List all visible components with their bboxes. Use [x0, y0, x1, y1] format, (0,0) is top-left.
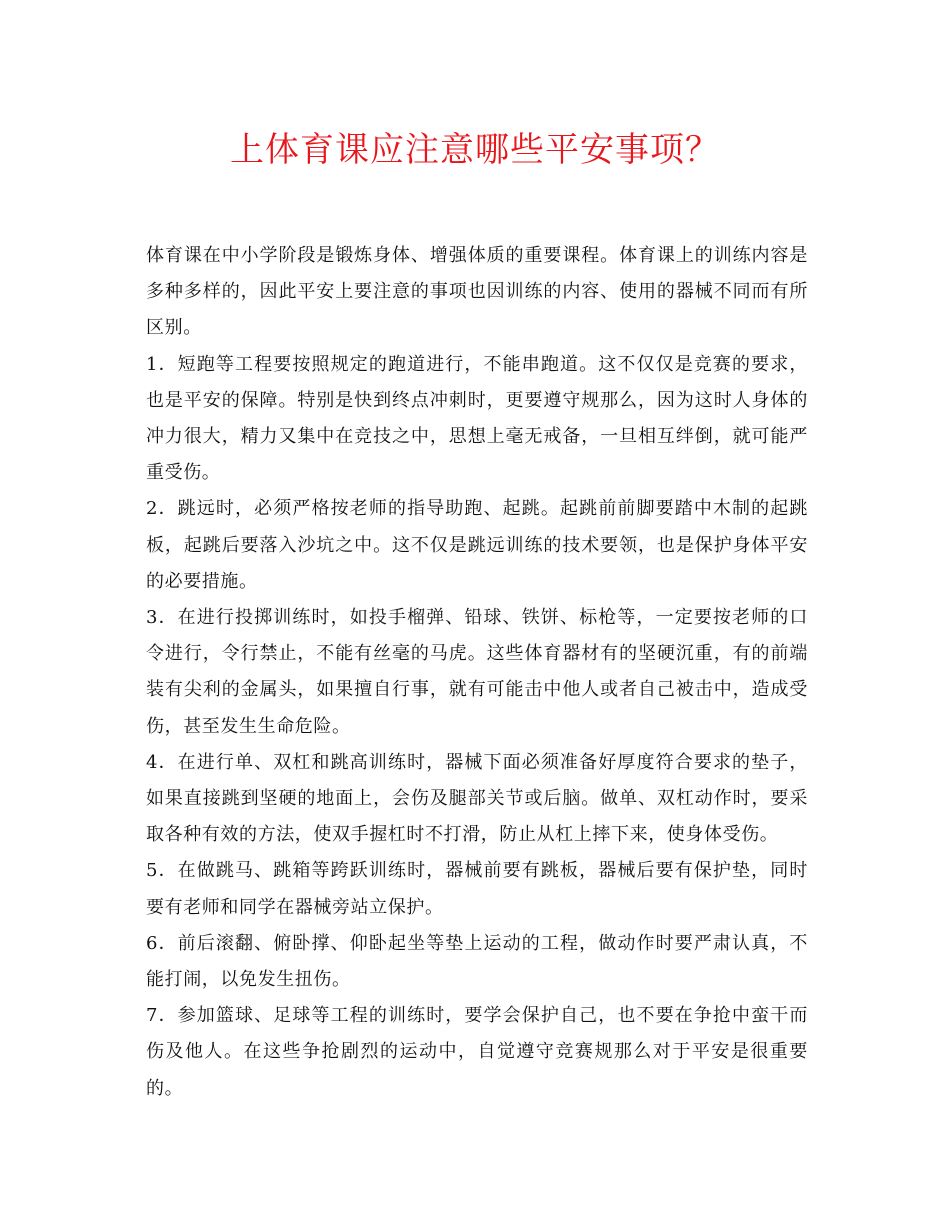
intro-paragraph: 体育课在中小学阶段是锻炼身体、增强体质的重要课程。体育课上的训练内容是多种多样的，因此平安上要注意的事项也因训练的内容、使用的器械不同而有所区别。 — [146, 245, 808, 339]
rule-paragraph-4: 4．在进行单、双杠和跳高训练时，器械下面必须准备好厚度符合要求的垫子，如果直接跳到坚硬的地面上，会伤及腿部关节或后脑。做单、双杠动作时，要采取各种有效的方法，使双手握杠时不打滑，防止从杠上摔下来，使身体受伤。 — [146, 751, 808, 846]
rule-paragraph-7: 7．参加篮球、足球等工程的训练时，要学会保护自己，也不要在争抢中蛮干而伤及他人。在这些争抢剧烈的运动中，自觉遵守竞赛规那么对于平安是很重要的。 — [146, 1005, 808, 1099]
document-title: 上体育课应注意哪些平安事项？ — [230, 130, 720, 170]
rule-paragraph-5: 5．在做跳马、跳箱等跨跃训练时，器械前要有跳板，器械后要有保护垫，同时要有老师和同学在器械旁站立保护。 — [146, 860, 808, 918]
document-body — [146, 238, 808, 1107]
rule-paragraph-3: 3．在进行投掷训练时，如投手榴弹、铅球、铁饼、标枪等，一定要按老师的口令进行，令行禁止，不能有丝毫的马虎。这些体育器材有的坚硬沉重，有的前端装有尖利的金属头，如果擅自行事，就有可能击中他人或者自己被击中，造成受伤，甚至发生生命危险。 — [146, 607, 808, 737]
rule-paragraph-6: 6．前后滚翻、俯卧撑、仰卧起坐等垫上运动的工程，做动作时要严肃认真，不能打闹，以免发生扭伤。 — [146, 932, 808, 991]
rule-paragraph-2: 2．跳远时，必须严格按老师的指导助跑、起跳。起跳前前脚要踏中木制的起跳板，起跳后要落入沙坑之中。这不仅是跳远训练的技术要领，也是保护身体平安的必要措施。 — [146, 498, 808, 592]
rule-paragraph-1: 1．短跑等工程要按照规定的跑道进行，不能串跑道。这不仅仅是竞赛的要求，也是平安的保障。特别是快到终点冲刺时，更要遵守规那么，因为这时人身体的冲力很大，精力又集中在竞技之中，思想上毫无戒备，一旦相互绊倒，就可能严重受伤。 — [146, 353, 808, 484]
